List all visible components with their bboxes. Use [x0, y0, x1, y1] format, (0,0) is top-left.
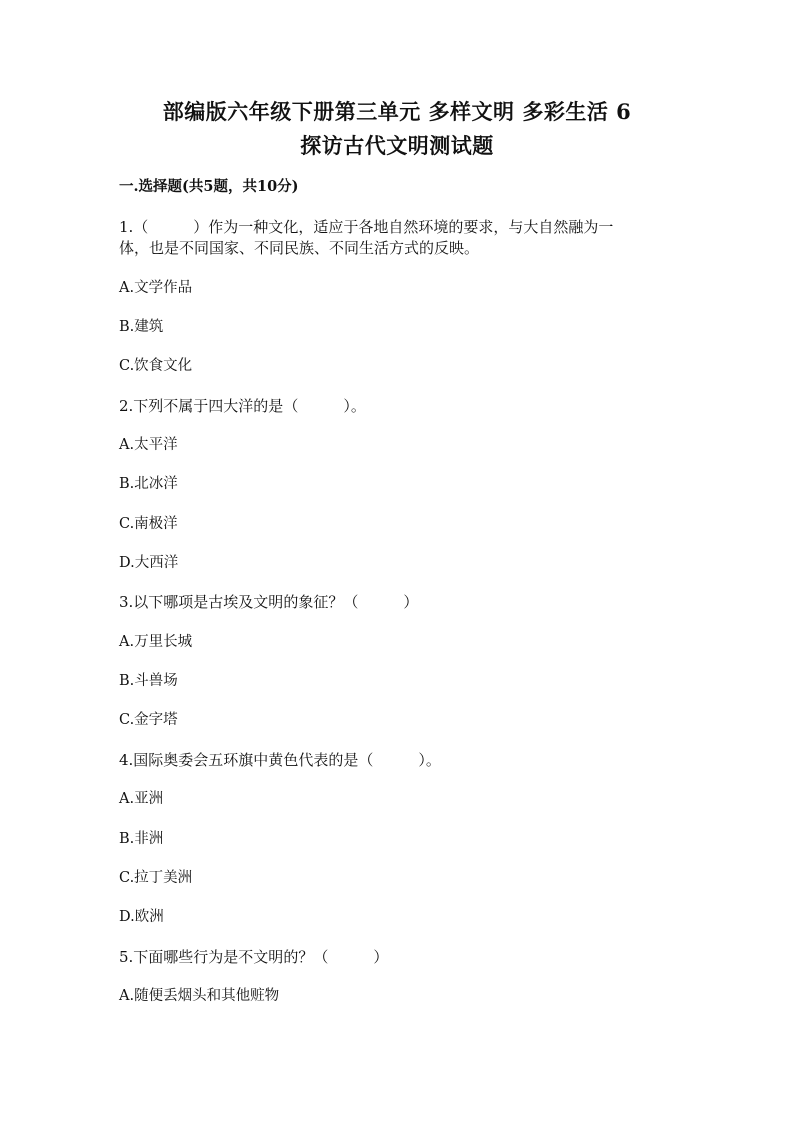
question-1-option-a: A.文学作品: [119, 280, 193, 296]
question-4-option-a: A.亚洲: [119, 791, 164, 807]
question-3-option-b: B.斗兽场: [119, 673, 178, 689]
question-1-stem-line-2: 体，也是不同国家、不同民族、不同生活方式的反映。: [119, 239, 480, 257]
question-4-stem: 4.国际奥委会五环旗中黄色代表的是（ ）。: [119, 751, 441, 769]
question-3-option-a: A.万里长城: [119, 634, 193, 650]
question-1-option-b: B.建筑: [119, 319, 164, 335]
section-heading: 一.选择题(共5题，共10分): [119, 178, 299, 195]
title-line-2: 探访古代文明测试题: [300, 133, 494, 158]
question-1-option-c: C.饮食文化: [119, 358, 193, 374]
question-2-option-b: B.北冰洋: [119, 476, 178, 492]
question-5-stem: 5.下面哪些行为是不文明的？（ ）: [119, 948, 389, 966]
question-2-option-d: D.大西洋: [119, 555, 179, 571]
question-3-option-c: C.金字塔: [119, 712, 178, 728]
page-title: [100, 95, 694, 163]
question-3-stem: 3.以下哪项是古埃及文明的象征？（ ）: [119, 593, 419, 611]
question-1-stem-line-1: 1.（ ）作为一种文化，适应于各地自然环境的要求，与大自然融为一: [119, 218, 614, 236]
question-4-option-b: B.非洲: [119, 831, 164, 847]
question-4-option-d: D.欧洲: [119, 909, 164, 925]
question-2-option-c: C.南极洋: [119, 516, 178, 532]
question-2-option-a: A.太平洋: [119, 437, 178, 453]
question-5-option-a: A.随便丢烟头和其他赃物: [119, 988, 280, 1004]
question-2-stem: 2.下列不属于四大洋的是（ ）。: [119, 397, 366, 415]
title-line-1: 部编版六年级下册第三单元 多样文明 多彩生活 6: [162, 99, 632, 124]
question-4-option-c: C.拉丁美洲: [119, 870, 193, 886]
